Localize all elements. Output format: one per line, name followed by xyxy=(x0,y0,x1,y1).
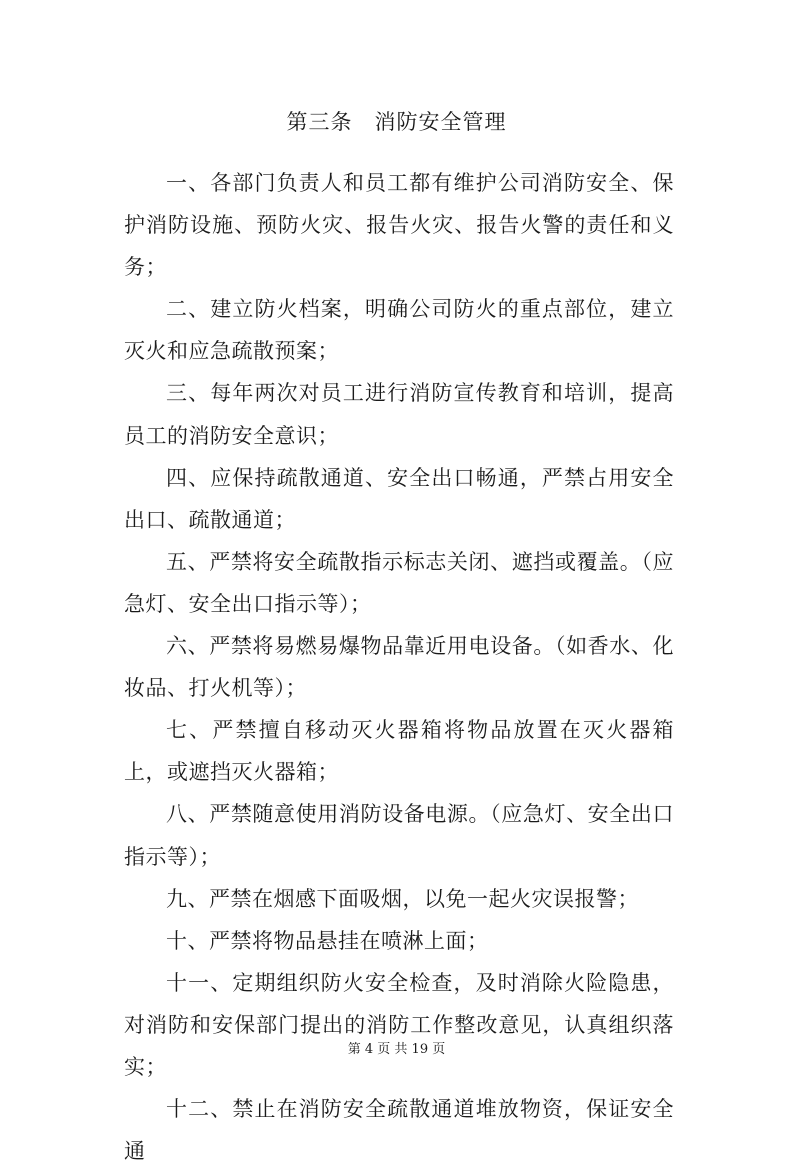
paragraph-11: 十一、定期组织防火安全检查，及时消除火险隐患，对消防和安保部门提出的消防工作整改意见，认真组织落实； xyxy=(124,970,674,1079)
paragraph-12: 十二、禁止在消防安全疏散通道堆放物资，保证安全通 xyxy=(124,1097,674,1164)
section-title: 第三条 消防安全管理 xyxy=(286,110,507,134)
paragraph-7: 七、严禁擅自移动灭火器箱将物品放置在灭火器箱上，或遮挡灭火器箱； xyxy=(124,718,674,785)
paragraph-8: 八、严禁随意使用消防设备电源。（应急灯、安全出口指示等）； xyxy=(124,802,674,869)
paragraph-2: 二、建立防火档案，明确公司防火的重点部位，建立灭火和应急疏散预案； xyxy=(124,297,674,364)
paragraph-10: 十、严禁将物品悬挂在喷淋上面； xyxy=(166,928,489,953)
paragraph-3: 三、每年两次对员工进行消防宣传教育和培训，提高员工的消防安全意识； xyxy=(124,381,674,448)
page-footer: 第 4 页 共 19 页 xyxy=(347,1042,446,1057)
paragraph-9: 九、严禁在烟感下面吸烟，以免一起火灾误报警； xyxy=(166,886,639,911)
paragraph-1: 一、各部门负责人和员工都有维护公司消防安全、保护消防设施、预防火灾、报告火灾、报告火警的责任和义务； xyxy=(124,171,674,280)
document-body xyxy=(124,162,674,1172)
paragraph-4: 四、应保持疏散通道、安全出口畅通，严禁占用安全出口、疏散通道； xyxy=(124,465,674,532)
paragraph-6: 六、严禁将易燃易爆物品靠近用电设备。（如香水、化妆品、打火机等）； xyxy=(124,634,674,701)
paragraph-5: 五、严禁将安全疏散指示标志关闭、遮挡或覆盖。（应急灯、安全出口指示等）； xyxy=(124,549,674,616)
